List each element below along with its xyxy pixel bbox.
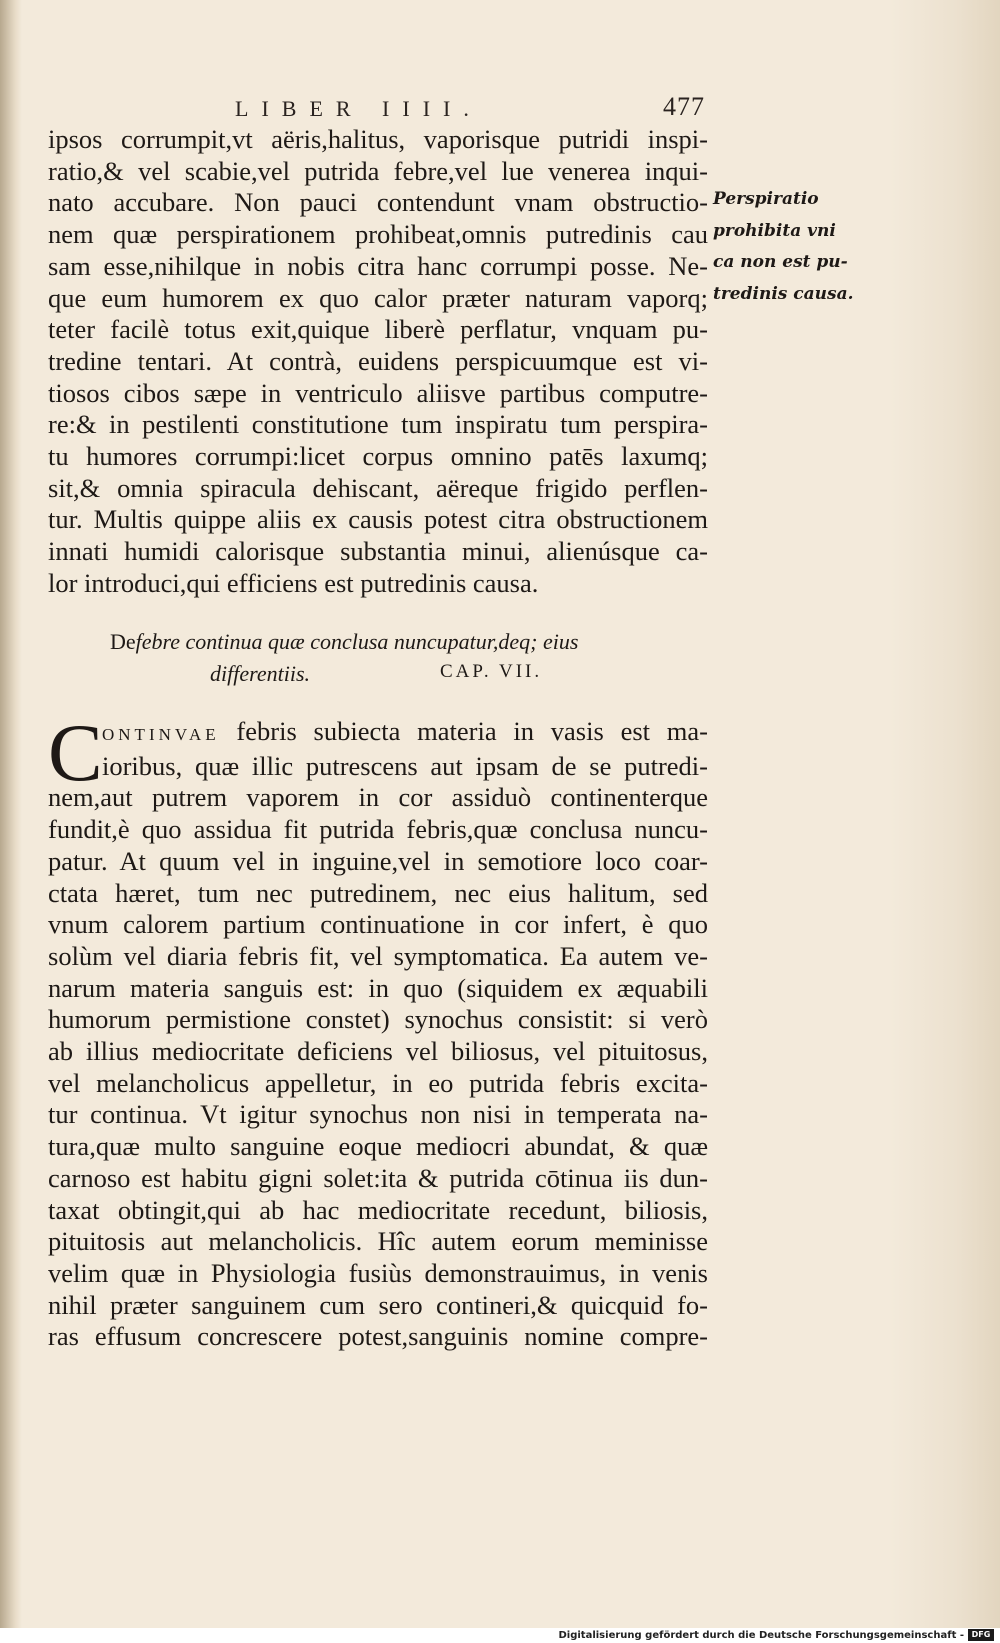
text-line: lor introduci,qui efficiens est putredinis causa. (48, 567, 539, 598)
text-line: tur continua. Vt igitur synochus non nisi in temperata na- (48, 1099, 708, 1130)
text-line: que eum humorem ex quo calor præter naturam vaporq; (48, 282, 708, 313)
dfg-logo: DFG (968, 1629, 994, 1641)
chapter-title-line-1 (110, 629, 578, 655)
marginal-note (713, 184, 873, 311)
text-line: fundit,è quo assidua fit putrida febris,quæ conclusa nuncu- (48, 814, 708, 845)
text-line: tura,quæ multo sanguine eoque mediocri abundat, & quæ (48, 1131, 708, 1162)
marginal-note-line: prohibita vni (713, 220, 836, 241)
text-line: velim quæ in Physiologia fusiùs demonstrauimus, in venis (48, 1257, 708, 1288)
text-line: nem,aut putrem vaporem in cor assiduò continenterque (48, 782, 708, 813)
text-line: ctata hæret, tum nec putredinem, nec eius halitum, sed (48, 877, 708, 908)
text-line: re:& in pestilenti constitutione tum inspiratu tum perspira- (48, 409, 708, 440)
text-line: sit,& omnia spiracula dehiscant, aëreque frigido perflen- (48, 472, 708, 503)
text-line (48, 716, 708, 751)
text-line: nihil præter sanguinem cum sero contineri,& quicquid fo- (48, 1289, 708, 1320)
opening-word: ONTINVAE (102, 725, 220, 744)
funding-note: Digitalisierung gefördert durch die Deutsche Forschungsgemeinschaft - (558, 1630, 964, 1641)
text-line: tu humores corrumpi:licet corpus omnino patēs laxumq; (48, 441, 708, 472)
text-line: taxat obtingit,qui ab hac mediocritate recedunt, biliosis, (48, 1194, 708, 1225)
opening-line-rest: febris subiecta materia in vasis est ma- (236, 716, 709, 746)
page-gutter-shadow (0, 0, 22, 1628)
text-line: nem quæ perspirationem prohibeat,omnis putredinis cau (48, 219, 708, 250)
text-line: narum materia sanguis est: in quo (siquidem ex æquabili (48, 972, 708, 1003)
running-head (225, 92, 705, 122)
text-line: carnoso est habitu gigni solet:ita & putrida cōtinua iis dun- (48, 1162, 708, 1193)
marginal-note-line: ca non est pu- (713, 252, 848, 273)
marginal-note-line: tredinis causa. (713, 284, 854, 305)
chapter-title-line-2: differentiis. (210, 661, 311, 686)
text-line: teter facilè totus exit,quique liberè perflatur, vnquam pu- (48, 314, 708, 345)
chapter-title-text: febre continua quæ conclusa nuncupatur,deq; eius (135, 629, 579, 654)
text-line: tredine tentari. At contrà, euidens perspicuumque est vi- (48, 345, 708, 376)
text-line: vel melancholicus appelletur, in eo putrida febris excita- (48, 1067, 708, 1098)
text-line: tur. Multis quippe aliis ex causis potest citra obstructionem (48, 504, 708, 535)
chapter-body-text (48, 707, 709, 1353)
text-line: ioribus, quæ illic putrescens aut ipsam de se putredi- (102, 750, 708, 781)
text-line: pituitosis aut melancholicis. Hîc autem eorum meminisse (48, 1226, 708, 1257)
text-line: humorum permistione constet) synochus consistit: si verò (48, 1004, 708, 1035)
text-line: ipsos corrumpit,vt aëris,halitus, vaporisque putridi inspi- (48, 124, 708, 154)
drop-cap-initial: C (48, 707, 103, 798)
running-head-title: LIBER IIII. (235, 96, 482, 121)
text-line: ab illius mediocritate deficiens vel biliosus, vel pituitosus, (48, 1036, 708, 1067)
chapter-number: CAP. VII. (440, 661, 543, 682)
text-line: tiosos cibos sæpe in ventriculo aliisve partibus computre- (48, 377, 708, 408)
text-line: ratio,& vel scabie,vel putrida febre,vel lue venerea inqui- (48, 155, 708, 186)
chapter-title-de: De (110, 629, 136, 654)
text-line: nato accubare. Non pauci contendunt vnam obstructio- (48, 187, 708, 218)
text-line: ras effusum concrescere potest,sanguinis nomine compre- (48, 1321, 708, 1352)
body-text (48, 124, 708, 600)
text-line: patur. At quum vel in inguine,vel in semotiore loco coar- (48, 845, 708, 876)
text-line: innati humidi calorisque substantia minui, alienúsque ca- (48, 536, 708, 567)
page-number: 477 (663, 92, 705, 121)
page-edge-right (890, 0, 1000, 1628)
text-line: solùm vel diaria febris fit, vel symptomatica. Ea autem ve- (48, 940, 708, 971)
marginal-note-line: Perspiratio (713, 189, 819, 209)
text-line: sam esse,nihilque in nobis citra hanc corrumpi posse. Ne- (48, 250, 708, 281)
text-line: vnum calorem partium continuatione in cor infert, è quo (48, 909, 708, 940)
